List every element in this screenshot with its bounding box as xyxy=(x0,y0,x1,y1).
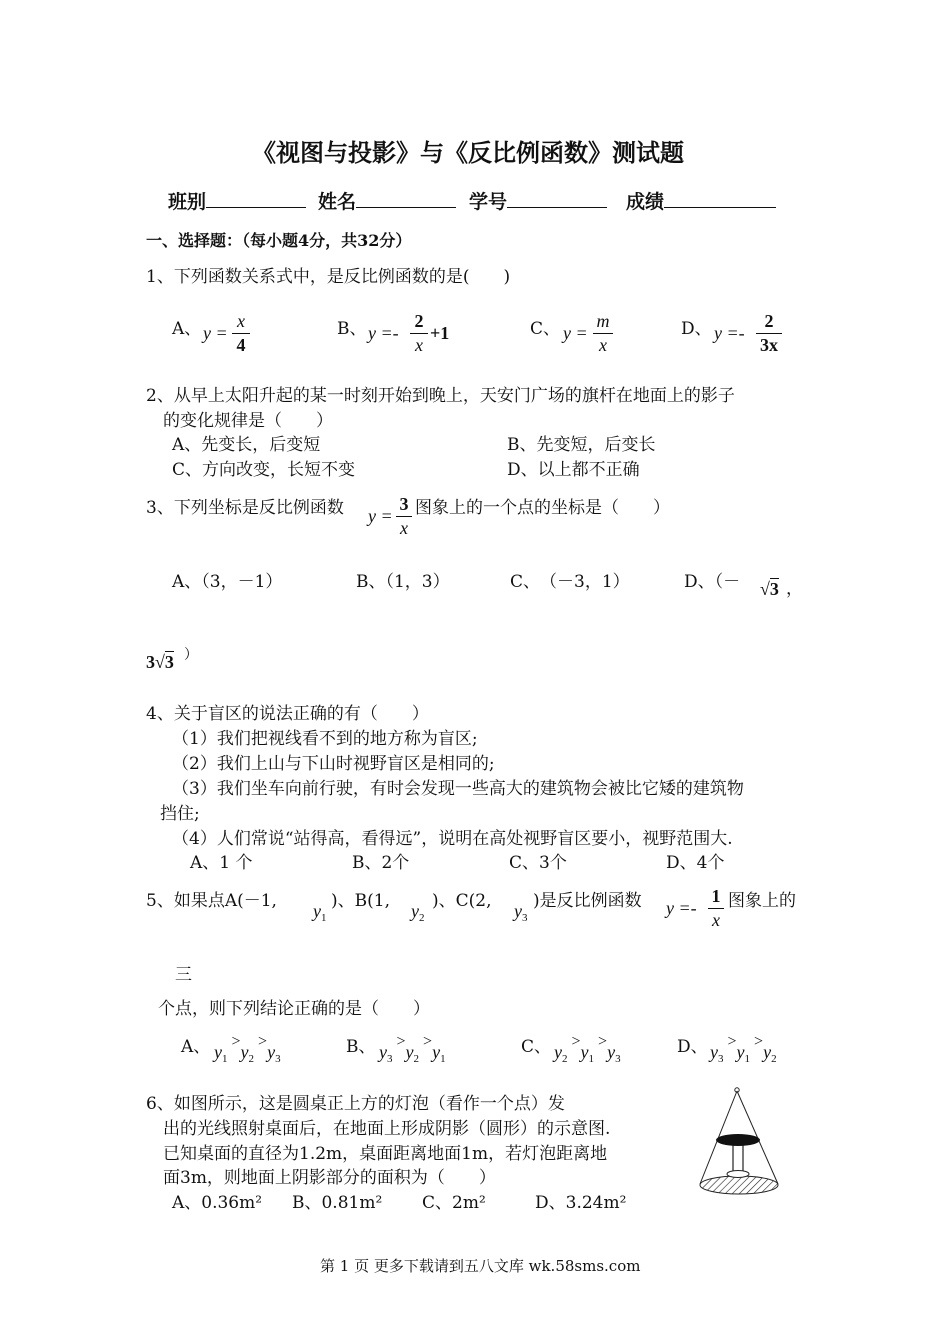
q6-option-d: D、3.24m² xyxy=(535,1193,627,1213)
q1-option-d-label: D、 xyxy=(681,319,712,339)
q5-den: x xyxy=(712,910,720,930)
q3-d-radicand: 3 xyxy=(769,579,779,599)
fraction-bar xyxy=(708,908,724,909)
q3-option-c: C、 （－3，1） xyxy=(510,572,630,592)
class-label-text: 班别 xyxy=(168,191,207,213)
fraction-bar xyxy=(410,333,428,334)
page-footer: 第 1 页 更多下载请到五八文库 wk.58sms.com xyxy=(320,1257,641,1275)
q3-d-close: ） xyxy=(184,647,198,663)
q6-option-b: B、0.81m² xyxy=(292,1193,383,1213)
table-foot xyxy=(727,1171,749,1178)
q5-part2: )、B(1, xyxy=(331,891,390,911)
class-blank[interactable] xyxy=(206,188,306,208)
q3-lhs: y = xyxy=(368,506,393,526)
q1-c-lhs: y = xyxy=(563,323,588,343)
q5-option-c-label: C、 xyxy=(521,1037,552,1057)
name-label xyxy=(318,187,456,214)
q1-option-a-label: A、 xyxy=(172,319,202,339)
q5-part3: )、C(2, xyxy=(432,891,492,911)
q3-stem-post: 图象上的一个点的坐标是（ ） xyxy=(415,498,670,518)
q2-stem-line2: 的变化规律是（ ） xyxy=(163,411,333,431)
q4-statement-3: （3）我们坐车向前行驶，有时会发现一些高大的建筑物会被比它矮的建筑物 xyxy=(172,779,744,799)
q6-line4: 面3m，则地面上阴影部分的面积为（ ） xyxy=(163,1168,496,1188)
q1-b-tail: +1 xyxy=(430,323,450,343)
q4-stem: 4、关于盲区的说法正确的有（ ） xyxy=(146,704,429,724)
q1-a-num: x xyxy=(237,311,245,331)
q4-option-b: B、2个 xyxy=(352,853,410,873)
q5-fraction xyxy=(708,886,724,931)
number-label xyxy=(469,187,607,214)
q5-stem2: 个点，则下列结论正确的是（ ） xyxy=(158,999,430,1019)
q1-c-num: m xyxy=(596,311,610,331)
lamp-shadow-diagram xyxy=(695,1082,790,1202)
q1-d-fraction xyxy=(756,311,782,356)
q1-stem: 1、下列函数关系式中，是反比例函数的是( ) xyxy=(146,267,511,287)
q1-option-b-label: B、 xyxy=(337,319,367,339)
q5-y2: $y_2$ xyxy=(411,901,425,924)
q1-a-den: 4 xyxy=(236,335,246,355)
q3-d-comma: ， xyxy=(786,579,803,599)
q1-b-num: 2 xyxy=(414,311,424,331)
q1-b-den: x xyxy=(415,335,423,355)
q6-option-a: A、0.36m² xyxy=(172,1193,263,1213)
q1-b-fraction xyxy=(410,311,428,356)
q5-option-a-expr: $y_1 >y_2 >y_3$ xyxy=(214,1033,281,1065)
q6-line2: 出的光线照射桌面后，在地面上形成阴影（圆形）的示意图. xyxy=(163,1119,611,1139)
q4-statement-1: （1）我们把视线看不到的地方称为盲区; xyxy=(172,729,478,749)
fraction-bar xyxy=(593,333,613,334)
q4-statement-3-cont: 挡住; xyxy=(160,804,200,824)
q5-option-c-expr: $y_2 >y_1 >y_3$ xyxy=(554,1033,621,1065)
q5-option-d-expr: $y_3 >y_1 >y_2$ xyxy=(710,1033,777,1065)
number-label-text: 学号 xyxy=(469,191,508,213)
subscript: 3 xyxy=(522,912,528,924)
subscript: 2 xyxy=(419,912,425,924)
q3-stem-pre: 3、下列坐标是反比例函数 xyxy=(146,498,344,518)
shadow-ellipse xyxy=(700,1176,778,1194)
q5-option-b-expr: $y_3 >y_2 >y_1$ xyxy=(379,1033,446,1065)
q1-c-fraction xyxy=(593,311,613,356)
q1-a-fraction xyxy=(232,311,250,356)
sqrt-icon: √ xyxy=(760,579,770,599)
q6-line3: 已知桌面的直径为1.2m，桌面距离地面1m，若灯泡距离地 xyxy=(163,1144,608,1164)
q3-option-d xyxy=(684,567,740,592)
q4-option-a: A、1 个 xyxy=(190,853,253,873)
q5-option-d-label: D、 xyxy=(677,1037,708,1057)
q1-b-lhs: y =- xyxy=(368,323,399,343)
fraction-bar xyxy=(756,333,782,334)
q6-option-c: C、2m² xyxy=(422,1193,486,1213)
q3-option-a: A、（3，－1） xyxy=(172,572,283,592)
q5-part4: )是反比例函数 xyxy=(533,891,642,911)
q3-d2-radicand: 3 xyxy=(164,652,174,672)
q4-statement-4: （4）人们常说“站得高，看得远”，说明在高处视野盲区要小，视野范围大. xyxy=(172,829,733,849)
q5-option-a-label: A、 xyxy=(181,1037,211,1057)
q5-part5: 图象上的 xyxy=(728,891,796,911)
number-blank[interactable] xyxy=(507,188,607,208)
q5-y1: $y_1$ xyxy=(313,901,327,924)
q6-line1: 6、如图所示，这是圆桌正上方的灯泡（看作一个点）发 xyxy=(146,1094,565,1114)
sqrt-icon: √ xyxy=(155,652,165,672)
name-blank[interactable] xyxy=(356,188,456,208)
q3-d-pre: D、（－ xyxy=(684,572,741,592)
q3-fraction xyxy=(396,494,412,539)
q5-num: 1 xyxy=(711,886,721,906)
table-top xyxy=(716,1134,760,1146)
q3-d-sqrt xyxy=(760,579,779,600)
name-label-text: 姓名 xyxy=(318,191,357,213)
score-label-text: 成绩 xyxy=(626,191,665,213)
q5-lhs: y =- xyxy=(666,898,697,918)
q3-den: x xyxy=(400,518,408,538)
q4-statement-2: （2）我们上山与下山时视野盲区是相同的; xyxy=(172,754,495,774)
score-blank[interactable] xyxy=(664,188,776,208)
score-label xyxy=(626,187,776,214)
q3-d2-coef: 3 xyxy=(146,652,155,672)
q1-a-lhs: y = xyxy=(203,323,228,343)
q2-option-d: D、以上都不正确 xyxy=(507,460,640,480)
q1-d-lhs: y =- xyxy=(714,323,745,343)
q2-option-a: A、先变长，后变短 xyxy=(172,435,321,455)
q5-san: 三 xyxy=(175,965,192,985)
q4-option-d: D、4个 xyxy=(666,853,725,873)
q2-stem-line1: 2、从早上太阳升起的某一时刻开始到晚上，天安门广场的旗杆在地面上的影子 xyxy=(146,386,735,406)
subscript: 1 xyxy=(321,912,327,924)
q3-num: 3 xyxy=(399,494,409,514)
class-label xyxy=(168,187,306,214)
q5-part1: 5、如果点A(－1, xyxy=(146,891,277,911)
q1-d-den: 3x xyxy=(760,335,778,355)
q2-option-b: B、先变短，后变长 xyxy=(507,435,656,455)
q1-option-c-label: C、 xyxy=(530,319,561,339)
q2-option-c: C、方向改变，长短不变 xyxy=(172,460,356,480)
fraction-bar xyxy=(232,333,250,334)
q5-y3: $y_3$ xyxy=(514,901,528,924)
section-heading: 一、选择题：（每小题4分，共32分） xyxy=(146,231,412,250)
q5-option-b-label: B、 xyxy=(346,1037,376,1057)
q1-c-den: x xyxy=(599,335,607,355)
q4-option-c: C、3个 xyxy=(509,853,567,873)
fraction-bar xyxy=(396,516,412,517)
q1-d-num: 2 xyxy=(764,311,774,331)
q3-option-b: B、（1，3） xyxy=(356,572,450,592)
q3-d-second-coord xyxy=(146,652,174,673)
page-title: 《视图与投影》与《反比例函数》测试题 xyxy=(252,138,684,167)
